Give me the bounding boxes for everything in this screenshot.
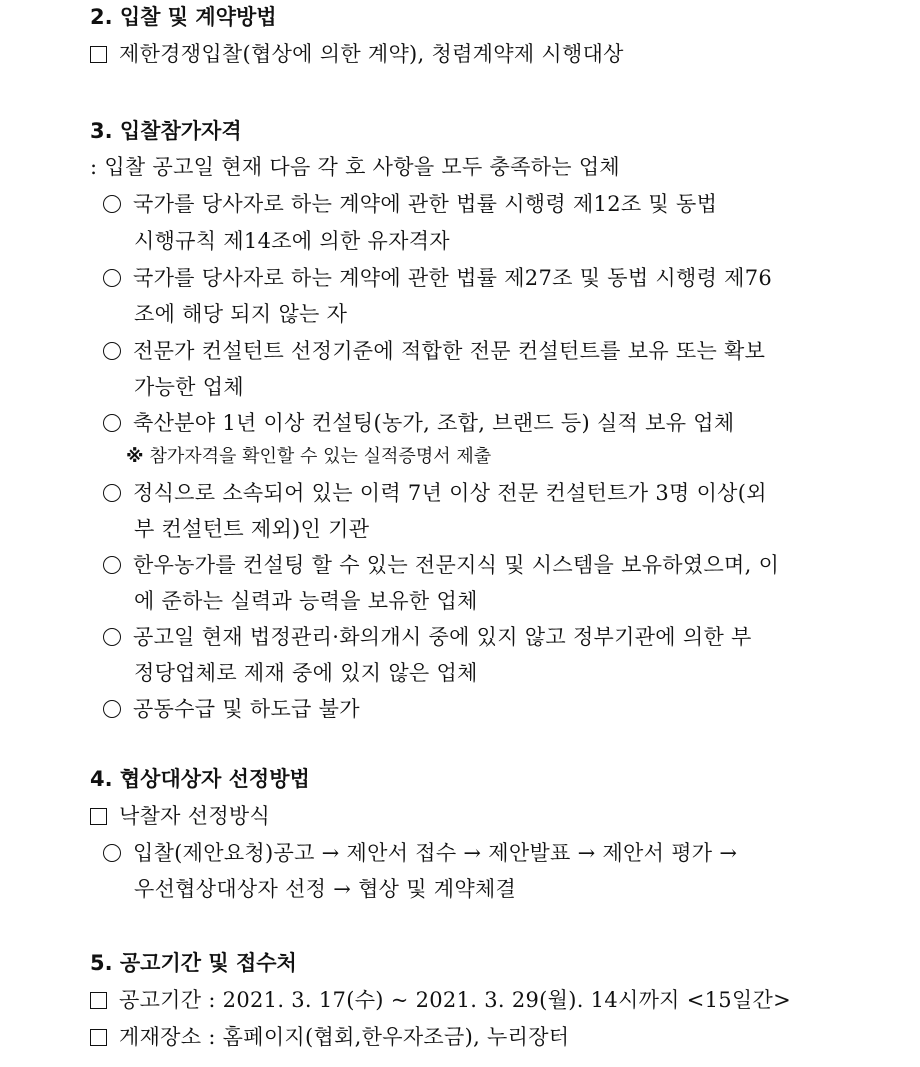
list-item: 전문가 컨설턴트 선정기준에 적합한 전문 컨설턴트를 보유 또는 확보 [103, 336, 765, 366]
list-item: 공동수급 및 하도급 불가 [103, 694, 360, 724]
checkbox-square-icon [90, 808, 107, 825]
section-5-item: 공고기간 : 2021. 3. 17(수) ~ 2021. 3. 29(월). 14시까지 <15일간> [90, 985, 791, 1015]
note-text: 참가자격을 확인할 수 있는 실적증명서 제출 [149, 446, 492, 467]
section-5-item: 게재장소 : 홈페이지(협회,한우자조금), 누리장터 [90, 1022, 569, 1052]
section-3-intro: : 입찰 공고일 현재 다음 각 호 사항을 모두 충족하는 업체 [90, 155, 621, 179]
list-item-continuation: 시행규칙 제14조에 의한 유자격자 [134, 229, 450, 253]
list-item-continuation: 조에 해당 되지 않는 자 [134, 302, 348, 326]
list-item-continuation: 가능한 업체 [134, 375, 244, 399]
section-4-item: 낙찰자 선정방식 [90, 801, 270, 831]
list-item: 축산분야 1년 이상 컨설팅(농가, 조합, 브랜드 등) 실적 보유 업체 [103, 408, 734, 438]
checkbox-square-icon [90, 1029, 107, 1046]
circle-bullet-icon [103, 269, 121, 287]
list-item-continuation: 에 준하는 실력과 능력을 보유한 업체 [134, 589, 478, 613]
checkbox-square-icon [90, 992, 107, 1009]
reference-mark: ※ [126, 446, 144, 467]
circle-bullet-icon [103, 700, 121, 718]
note-line [126, 442, 491, 472]
circle-bullet-icon [103, 195, 121, 213]
list-item: 공고일 현재 법정관리·화의개시 중에 있지 않고 정부기관에 의한 부 [103, 622, 752, 652]
section-5-heading: 5. 공고기간 및 접수처 [90, 951, 297, 975]
circle-bullet-icon [103, 628, 121, 646]
circle-bullet-icon [103, 342, 121, 360]
list-item: 국가를 당사자로 하는 계약에 관한 법률 제27조 및 동법 시행령 제76 [103, 263, 772, 293]
list-item: 정식으로 소속되어 있는 이력 7년 이상 전문 컨설턴트가 3명 이상(외 [103, 478, 767, 508]
section-2-item [90, 39, 624, 69]
process-flow: 입찰(제안요청)공고 → 제안서 접수 → 제안발표 → 제안서 평가 → [103, 838, 737, 868]
section-4-heading: 4. 협상대상자 선정방법 [90, 767, 310, 791]
section-3-heading: 3. 입찰참가자격 [90, 119, 242, 143]
process-flow-continuation: 우선협상대상자 선정 → 협상 및 계약체결 [134, 877, 517, 901]
section-2-item-text: 제한경쟁입찰(협상에 의한 계약), 청렴계약제 시행대상 [119, 42, 624, 66]
list-item: 국가를 당사자로 하는 계약에 관한 법률 시행령 제12조 및 동법 [103, 189, 717, 219]
list-item-continuation: 정당업체로 제재 중에 있지 않은 업체 [134, 661, 478, 685]
circle-bullet-icon [103, 484, 121, 502]
circle-bullet-icon [103, 844, 121, 862]
list-item: 한우농가를 컨설팅 할 수 있는 전문지식 및 시스템을 보유하였으며, 이 [103, 550, 779, 580]
list-item-continuation: 부 컨설턴트 제외)인 기관 [134, 517, 370, 541]
checkbox-square-icon [90, 46, 107, 63]
section-2-heading: 2. 입찰 및 계약방법 [90, 5, 277, 29]
circle-bullet-icon [103, 556, 121, 574]
circle-bullet-icon [103, 414, 121, 432]
